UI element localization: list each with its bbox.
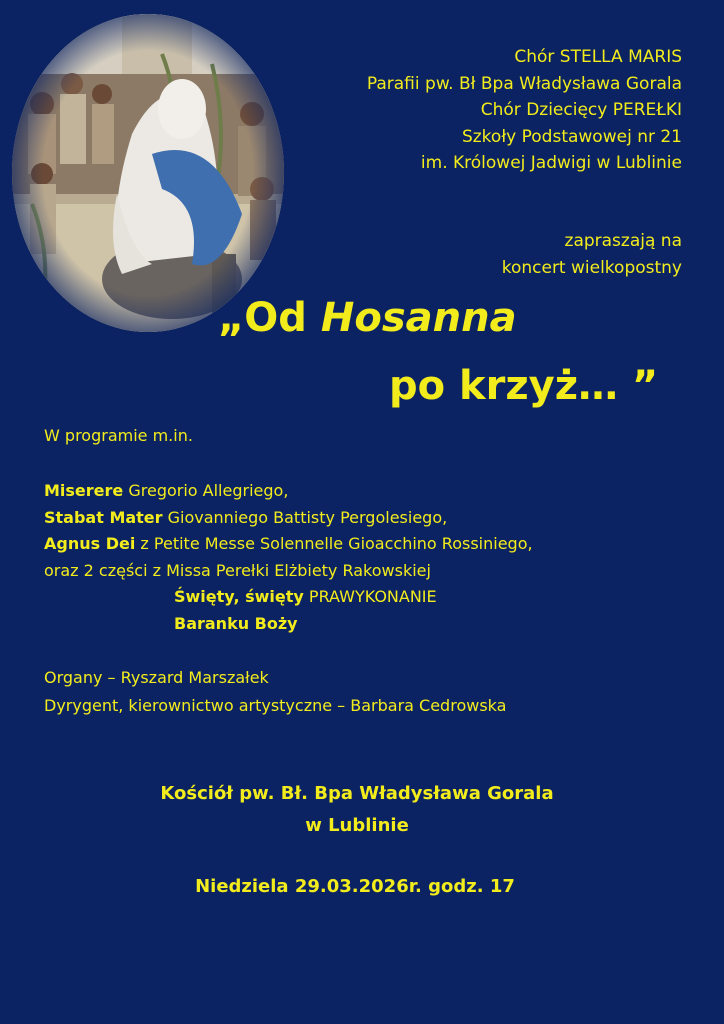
venue	[0, 778, 724, 842]
program-list	[44, 478, 533, 637]
invitation-text	[502, 228, 682, 282]
program-item	[44, 584, 533, 611]
venue-line-1: Kościół pw. Bł. Bpa Władysława Gorala	[160, 783, 554, 804]
program-item-title: Stabat Mater	[44, 507, 163, 527]
header-line-4: Szkoły Podstawowej nr 21	[461, 126, 682, 147]
program-item-title: Miserere	[44, 481, 124, 500]
palm-sunday-illustration	[12, 14, 284, 332]
choir-header	[367, 44, 682, 177]
event-date	[0, 876, 724, 897]
header-line-1: Chór STELLA MARIS	[514, 47, 682, 67]
performer-credits	[44, 664, 506, 720]
header-line-2: Parafii pw. Bł Bpa Władysława Gorala	[366, 73, 682, 94]
program-item	[44, 478, 533, 505]
program-item	[44, 505, 533, 532]
title-line-2: po krzyż… ”	[389, 363, 659, 409]
program-item-detail: Giovanniego Battisty Pergolesiego,	[162, 507, 448, 527]
program-item-detail: PRAWYKONANIE	[303, 587, 437, 606]
title-open-quote: „Od	[218, 295, 321, 341]
program-item-title: Baranku Boży	[174, 613, 298, 633]
palm-sunday-photo	[12, 14, 284, 332]
header-line-3: Chór Dziecięcy PEREŁKI	[480, 100, 682, 120]
program-item-detail: z Petite Messe Solennelle Gioacchino Rossiniego,	[135, 534, 533, 553]
conductor-credit: Dyrygent, kierownictwo artystyczne – Barbara Cedrowska	[44, 696, 507, 715]
program-item-title: Święty, święty	[174, 587, 304, 606]
program-heading: W programie m.in.	[44, 426, 193, 445]
title-line-1	[218, 294, 517, 342]
title-hosanna: Hosanna	[320, 295, 517, 341]
program-item-detail: Gregorio Allegriego,	[123, 481, 289, 500]
program-item	[44, 611, 533, 638]
invite-line-2: koncert wielkopostny	[501, 258, 682, 278]
header-line-5: im. Królowej Jadwigi w Lublinie	[420, 153, 682, 173]
program-item	[44, 558, 533, 585]
program-item	[44, 531, 533, 558]
organ-credit: Organy – Ryszard Marszałek	[44, 668, 269, 687]
event-date-text: Niedziela 29.03.2026r. godz. 17	[195, 876, 515, 897]
program-item-title: Agnus Dei	[44, 534, 136, 553]
venue-line-2: w Lublinie	[305, 815, 409, 836]
program-item-detail: oraz 2 części z Missa Perełki Elżbiety Rakowskiej	[44, 560, 431, 580]
invite-line-1: zapraszają na	[564, 231, 682, 251]
